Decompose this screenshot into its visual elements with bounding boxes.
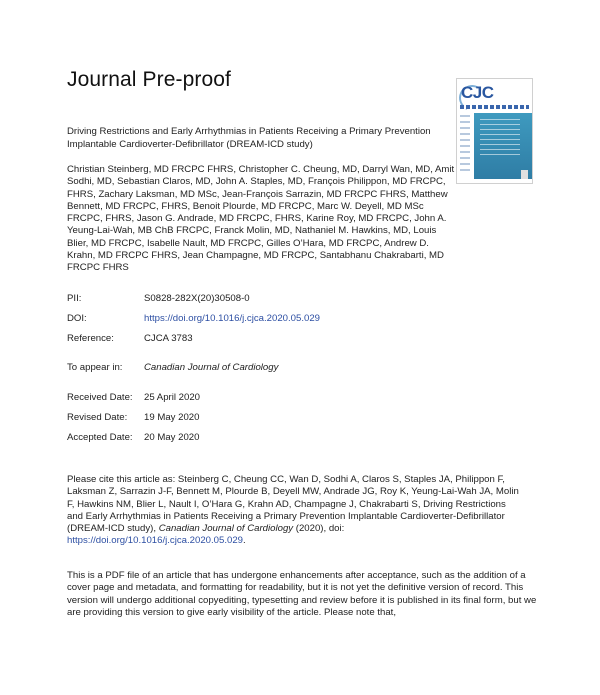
citation-suffix: . [243, 535, 246, 547]
received-label: Received Date: [67, 392, 133, 403]
citation-journal: Canadian Journal of Cardiology [158, 523, 294, 535]
cover-header-strip [460, 105, 529, 109]
citation-doi-link[interactable]: https://doi.org/10.1016/j.cjca.2020.05.029 [67, 535, 244, 547]
revised-value: 19 May 2020 [144, 412, 200, 423]
reference-value: CJCA 3783 [144, 333, 193, 344]
cover-side-text [460, 115, 470, 175]
citation-text: Please cite this article as: Steinberg C, Cheung CC, Wan D, Sodhi A, Claros S, Staples JA, Philippon F, Laksman Z, Sarrazin J-F, Bennett M, Plourde B, Deyell MW, Andrade JG, Roy K, Yeung-Lai-Wah JA, Molin F, Hawkins NM, Blier L, Nault I, O’Hara G, Krahn AD, Champagne J, Chakrabarti S, Driving Restrictions and Early Arrhythmias in Patients Receiving a Primary Prevention Implantable Cardioverter-Defibrillator (DREAM-ICD study), [67, 474, 519, 535]
author-list: Christian Steinberg, MD FRCPC FHRS, Christopher C. Cheung, MD, Darryl Wan, MD, Amit Sodhi, MD, Sebastian Claros, MD, John A. Staples, MD, François Philippon, MD FRCPC, FHRS, Zachary Laksman, MD MSc, Jean-François Sarrazin, MD FRCPC FHRS, Matthew Bennett, MD FRCPC, FHRS, Benoit Plourde, MD FRCPC, Marc W. Deyell, MD MSc FRCPC, FHRS, Jason G. Andrade, MD FRCPC, FHRS, Karine Roy, MD FRCPC, John A. Yeung-Lai-Wah, MB ChB FRCPC, Franck Molin, MD, Nathaniel M. Hawkins, MD, Louis Blier, MD FRCPC, Isabelle Nault, MD FRCPC, Gilles O’Hara, MD FRCPC, Andrew D. Krahn, MD FRCPC FHRS, Jean Champagne, MD FRCPC, Santabhanu Chakrabarti, MD FRCPC FHRS [67, 164, 455, 274]
journal-logo: CJC [461, 83, 494, 102]
citation-paragraph [67, 474, 519, 548]
pre-proof-notice: This is a PDF file of an article that has undergone enhancements after acceptance, such as the addition of a cover page and metadata, and formatting for readability, but it is not yet the definitive version of record. This version will undergo additional copyediting, typesetting and review before it is published in its final form, but we are providing this version to give early visibility of the article. Please note that, [67, 570, 537, 618]
article-title: Driving Restrictions and Early Arrhythmias in Patients Receiving a Primary Prevention Implantable Cardioverter-Defibrillator (DREAM-ICD study) [67, 126, 431, 150]
doi-link[interactable]: https://doi.org/10.1016/j.cjca.2020.05.029 [144, 313, 321, 324]
pii-label: PII: [67, 293, 82, 304]
reference-label: Reference: [67, 333, 114, 344]
cover-corner-mark [521, 170, 528, 179]
revised-label: Revised Date: [67, 412, 128, 423]
journal-name: Canadian Journal of Cardiology [144, 362, 279, 373]
appear-label: To appear in: [67, 362, 123, 373]
accepted-label: Accepted Date: [67, 432, 133, 443]
citation-middle: (2020), doi: [293, 523, 345, 535]
accepted-value: 20 May 2020 [144, 432, 200, 443]
journal-cover-thumbnail [456, 78, 533, 184]
page-heading: Journal Pre-proof [67, 68, 231, 91]
pii-value: S0828-282X(20)30508-0 [144, 293, 250, 304]
doi-label: DOI: [67, 313, 87, 324]
received-value: 25 April 2020 [144, 392, 201, 403]
